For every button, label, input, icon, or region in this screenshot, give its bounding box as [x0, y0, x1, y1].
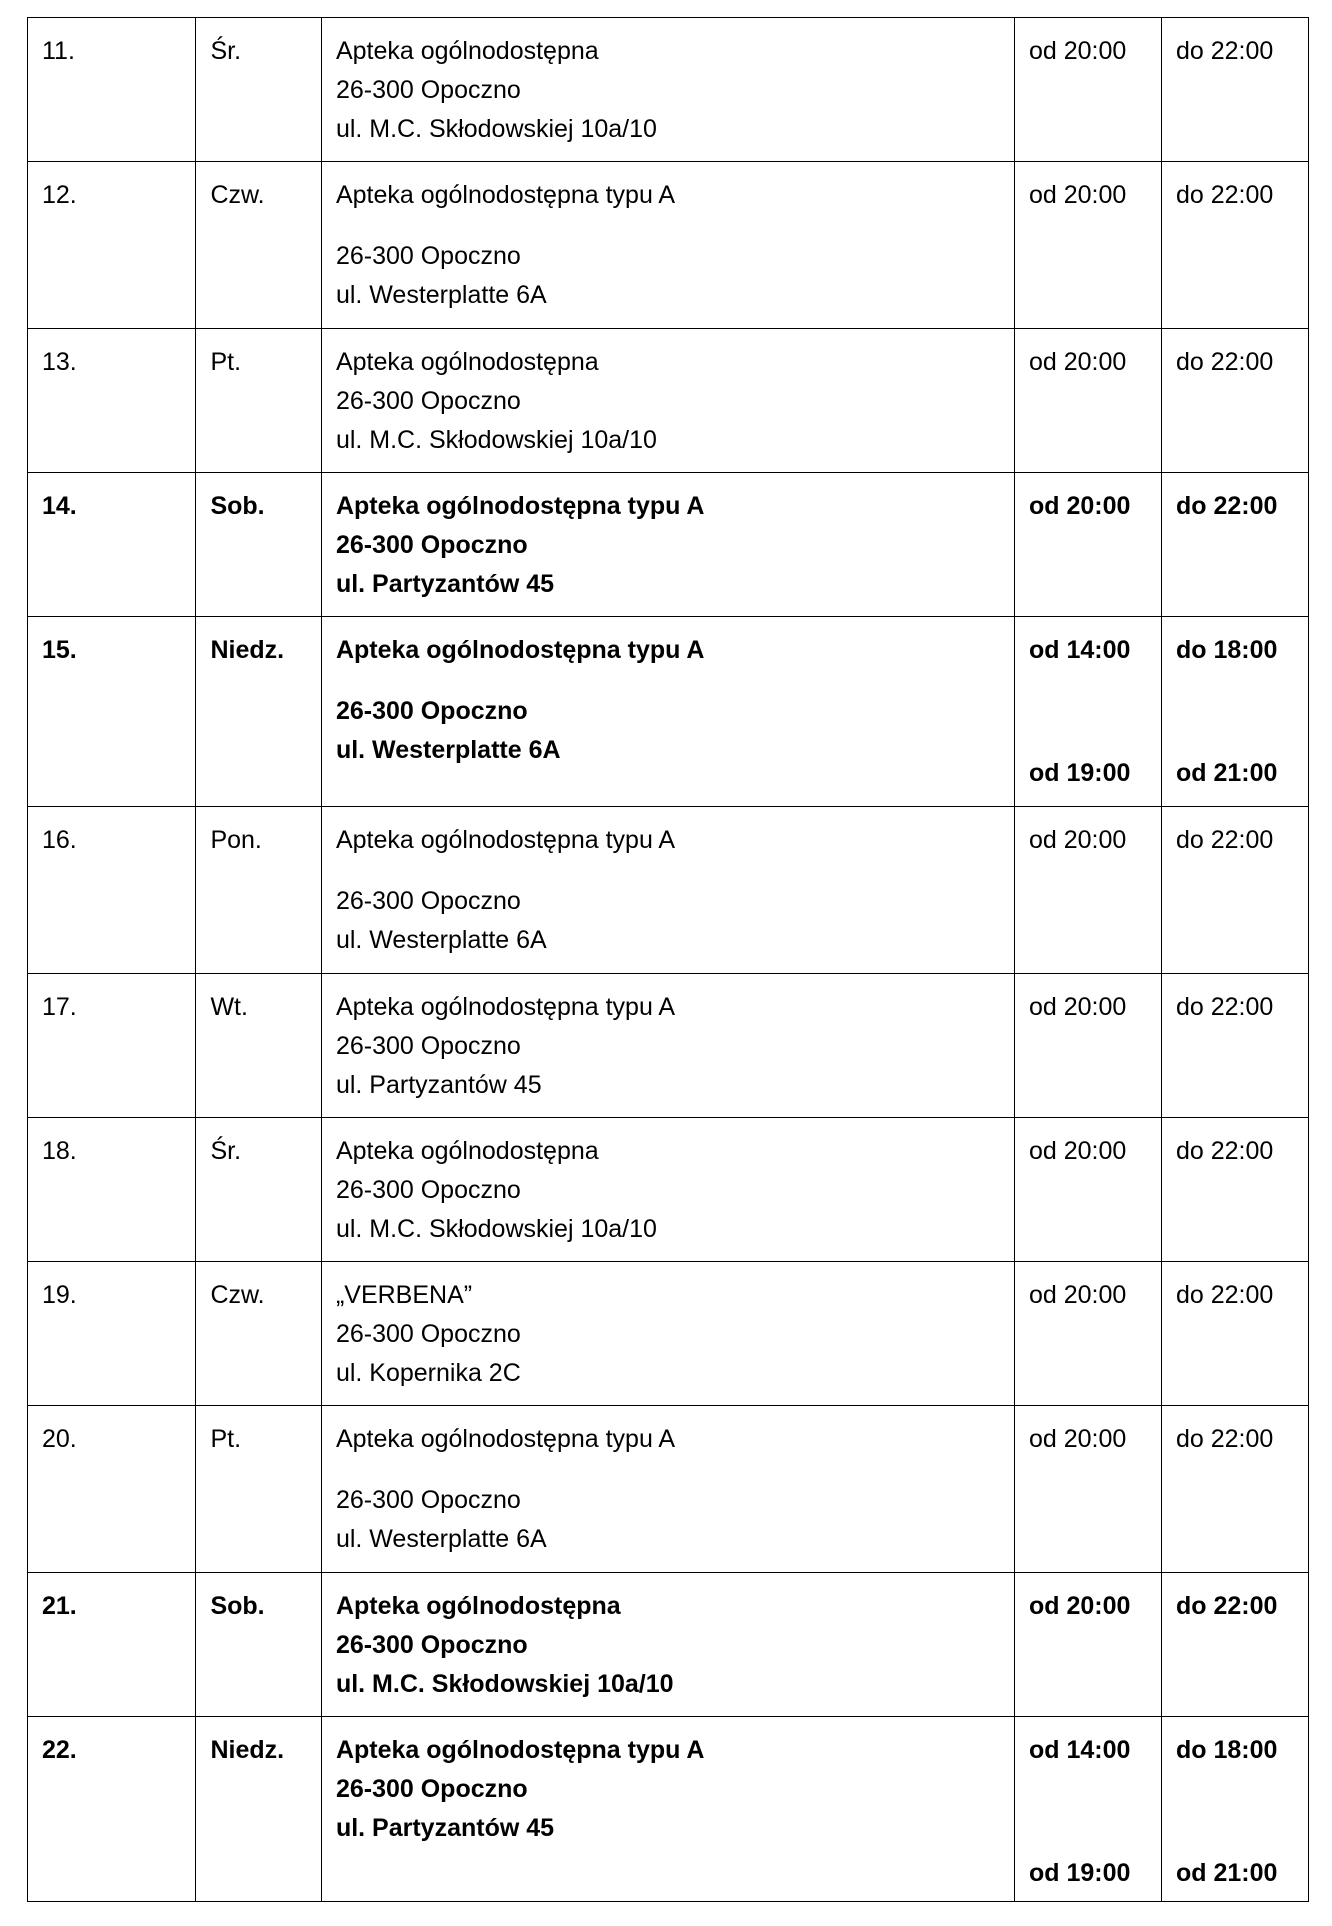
- pharmacy-name: Apteka ogólnodostępna typu A: [335, 826, 676, 854]
- row-number: 14.: [28, 473, 196, 617]
- row-day: Niedz.: [196, 1717, 321, 1902]
- pharmacy-address: [321, 162, 1014, 329]
- pharmacy-name: Apteka ogólnodostępna typu A: [335, 1736, 705, 1764]
- pharmacy-city: 26-300 Opoczno: [335, 1486, 521, 1514]
- pharmacy-name: Apteka ogólnodostępna: [335, 1592, 621, 1620]
- pharmacy-address: [321, 1406, 1014, 1573]
- hours-to-cell: [1161, 1717, 1308, 1902]
- row-number: 20.: [28, 1406, 196, 1573]
- pharmacy-city: 26-300 Opoczno: [335, 1775, 528, 1803]
- hours-from: od 20:00: [1015, 1573, 1162, 1717]
- pharmacy-city: 26-300 Opoczno: [335, 387, 521, 415]
- pharmacy-name: Apteka ogólnodostępna: [335, 1137, 599, 1165]
- pharmacy-city: 26-300 Opoczno: [335, 242, 521, 270]
- hours-from: od 20:00: [1015, 974, 1162, 1118]
- row-day: Śr.: [196, 1118, 321, 1262]
- pharmacy-city: 26-300 Opoczno: [335, 697, 528, 725]
- pharmacy-street: ul. Westerplatte 6A: [335, 926, 547, 954]
- pharmacy-name: Apteka ogólnodostępna: [335, 348, 599, 376]
- row-number: 21.: [28, 1573, 196, 1717]
- row-number: 11.: [28, 18, 196, 162]
- hours-from: od 20:00: [1015, 162, 1162, 329]
- hours-to: do 22:00: [1161, 329, 1308, 473]
- row-day: Czw.: [196, 162, 321, 329]
- row-number: 17.: [28, 974, 196, 1118]
- hours-to: do 18:00: [1175, 636, 1278, 664]
- hours-from: od 20:00: [1015, 329, 1162, 473]
- hours-to: do 22:00: [1161, 1262, 1308, 1406]
- pharmacy-name: Apteka ogólnodostępna typu A: [335, 993, 676, 1021]
- hours-to-cell: [1161, 617, 1308, 807]
- hours-from: od 20:00: [1015, 807, 1162, 974]
- hours-from-cell: [1015, 617, 1162, 807]
- table-row: [28, 162, 1309, 329]
- pharmacy-address: [321, 1262, 1014, 1406]
- table-row: [28, 329, 1309, 473]
- pharmacy-name: Apteka ogólnodostępna typu A: [335, 492, 705, 520]
- pharmacy-name: Apteka ogólnodostępna typu A: [335, 636, 705, 664]
- pharmacy-street: ul. Westerplatte 6A: [335, 281, 547, 309]
- pharmacy-address: [321, 1118, 1014, 1262]
- pharmacy-address: [321, 473, 1014, 617]
- pharmacy-address: [321, 617, 1014, 807]
- hours-to: do 22:00: [1161, 1406, 1308, 1573]
- table-row: [28, 18, 1309, 162]
- row-number: 19.: [28, 1262, 196, 1406]
- pharmacy-address: [321, 18, 1014, 162]
- row-day: Wt.: [196, 974, 321, 1118]
- pharmacy-city: 26-300 Opoczno: [335, 531, 528, 559]
- row-number: 13.: [28, 329, 196, 473]
- row-day: Niedz.: [196, 617, 321, 807]
- table-row: [28, 807, 1309, 974]
- pharmacy-address: [321, 1717, 1014, 1902]
- pharmacy-street: ul. M.C. Skłodowskiej 10a/10: [335, 426, 657, 454]
- table-row: [28, 1573, 1309, 1717]
- row-day: Pt.: [196, 1406, 321, 1573]
- hours-from: od 20:00: [1015, 1262, 1162, 1406]
- hours-to: do 22:00: [1161, 807, 1308, 974]
- row-number: 16.: [28, 807, 196, 974]
- table-row: [28, 1262, 1309, 1406]
- row-number: 12.: [28, 162, 196, 329]
- table-row: [28, 617, 1309, 807]
- row-number: 15.: [28, 617, 196, 807]
- pharmacy-street: ul. Westerplatte 6A: [335, 736, 561, 764]
- hours-from-second: od 19:00: [1029, 759, 1131, 787]
- pharmacy-street: ul. M.C. Skłodowskiej 10a/10: [335, 1215, 657, 1243]
- hours-from: od 14:00: [1029, 636, 1131, 664]
- pharmacy-name: Apteka ogólnodostępna typu A: [335, 1425, 676, 1453]
- hours-to: do 22:00: [1161, 473, 1308, 617]
- hours-to: do 22:00: [1161, 18, 1308, 162]
- hours-to: do 22:00: [1161, 162, 1308, 329]
- pharmacy-name: „VERBENA”: [335, 1281, 473, 1309]
- pharmacy-duty-table: [27, 17, 1309, 1902]
- pharmacy-address: [321, 974, 1014, 1118]
- pharmacy-city: 26-300 Opoczno: [335, 1631, 528, 1659]
- pharmacy-city: 26-300 Opoczno: [335, 1032, 521, 1060]
- hours-from: od 20:00: [1015, 1406, 1162, 1573]
- hours-to: do 22:00: [1161, 974, 1308, 1118]
- table-row: [28, 473, 1309, 617]
- pharmacy-address: [321, 1573, 1014, 1717]
- row-day: Pt.: [196, 329, 321, 473]
- hours-from-cell: [1015, 1717, 1162, 1902]
- hours-to-second: od 21:00: [1175, 1859, 1278, 1887]
- pharmacy-street: ul. Partyzantów 45: [335, 1814, 555, 1842]
- pharmacy-name: Apteka ogólnodostępna typu A: [335, 181, 676, 209]
- pharmacy-city: 26-300 Opoczno: [335, 887, 521, 915]
- pharmacy-street: ul. Westerplatte 6A: [335, 1525, 547, 1553]
- hours-from-second: od 19:00: [1029, 1859, 1131, 1887]
- hours-to-second: od 21:00: [1175, 759, 1278, 787]
- row-day: Sob.: [196, 1573, 321, 1717]
- hours-from: od 20:00: [1015, 473, 1162, 617]
- pharmacy-street: ul. M.C. Skłodowskiej 10a/10: [335, 1670, 674, 1698]
- table-row: [28, 1406, 1309, 1573]
- hours-from: od 20:00: [1015, 18, 1162, 162]
- row-number: 18.: [28, 1118, 196, 1262]
- hours-to: do 22:00: [1161, 1573, 1308, 1717]
- pharmacy-city: 26-300 Opoczno: [335, 1320, 521, 1348]
- hours-to: do 22:00: [1161, 1118, 1308, 1262]
- row-number: 22.: [28, 1717, 196, 1902]
- pharmacy-address: [321, 329, 1014, 473]
- row-day: Czw.: [196, 1262, 321, 1406]
- table-row: [28, 1717, 1309, 1902]
- row-day: Pon.: [196, 807, 321, 974]
- pharmacy-street: ul. Kopernika 2C: [335, 1359, 521, 1387]
- hours-from: od 20:00: [1015, 1118, 1162, 1262]
- pharmacy-city: 26-300 Opoczno: [335, 1176, 521, 1204]
- hours-to: do 18:00: [1175, 1736, 1278, 1764]
- pharmacy-street: ul. Partyzantów 45: [335, 570, 555, 598]
- row-day: Sob.: [196, 473, 321, 617]
- pharmacy-address: [321, 807, 1014, 974]
- pharmacy-city: 26-300 Opoczno: [335, 76, 521, 104]
- pharmacy-street: ul. M.C. Skłodowskiej 10a/10: [335, 115, 657, 143]
- table-row: [28, 974, 1309, 1118]
- table-row: [28, 1118, 1309, 1262]
- hours-from: od 14:00: [1029, 1736, 1131, 1764]
- pharmacy-street: ul. Partyzantów 45: [335, 1071, 542, 1099]
- row-day: Śr.: [196, 18, 321, 162]
- pharmacy-name: Apteka ogólnodostępna: [335, 37, 599, 65]
